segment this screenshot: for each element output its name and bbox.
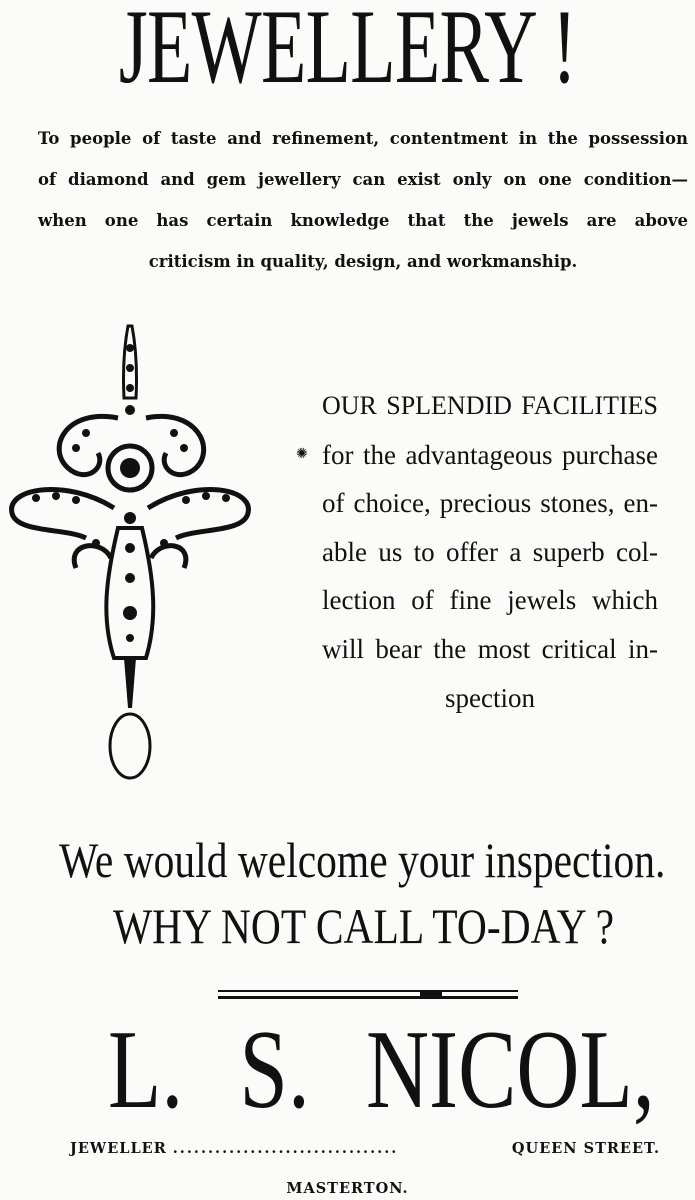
facilities-line: able us to offer a superb col-	[322, 536, 658, 567]
bullet-mark: ✺	[296, 446, 308, 462]
facilities-line: will bear the most critical in-	[322, 633, 658, 664]
facilities-line: spection	[445, 682, 535, 713]
facilities-line: OUR SPLENDID FACILITIES	[322, 391, 658, 420]
facilities-line: lection of fine jewels which	[322, 585, 658, 616]
facilities-paragraph	[322, 382, 658, 722]
divider-ornament	[420, 991, 442, 998]
address-line	[70, 1140, 660, 1157]
facilities-line: of choice, precious stones, en-	[322, 488, 658, 519]
intro-line: criticism in quality, design, and workmanship.	[148, 252, 578, 271]
street-label: QUEEN STREET.	[511, 1140, 660, 1157]
divider-rule	[218, 996, 518, 999]
intro-line: of diamond and gem jewellery can exist only on one condition—	[38, 170, 688, 189]
pendant-left-wing	[12, 489, 114, 538]
facilities-line: for the advantageous purchase	[322, 439, 658, 470]
pendant-right-scroll	[146, 416, 204, 474]
intro-paragraph	[38, 118, 688, 282]
headline: JEWELLERY !	[118, 0, 577, 105]
call-today-line: WHY NOT CALL TO-DAY ?	[112, 898, 615, 954]
pendant-drop-stone	[110, 714, 150, 778]
welcome-line: We would welcome your inspection.	[59, 832, 666, 888]
intro-line: when one has certain knowledge that the jewels are above	[38, 211, 688, 230]
pendant-right-wing	[148, 489, 248, 538]
pendant-illustration	[6, 318, 256, 788]
merchant-name: L. S. NICOL,	[108, 1008, 655, 1132]
leader-dots: ................................	[172, 1140, 399, 1157]
town-label: MASTERTON.	[286, 1180, 409, 1197]
divider-rule	[218, 990, 518, 992]
trade-label: JEWELLER	[70, 1140, 167, 1157]
intro-line: To people of taste and refinement, contentment in the possession	[38, 129, 688, 148]
